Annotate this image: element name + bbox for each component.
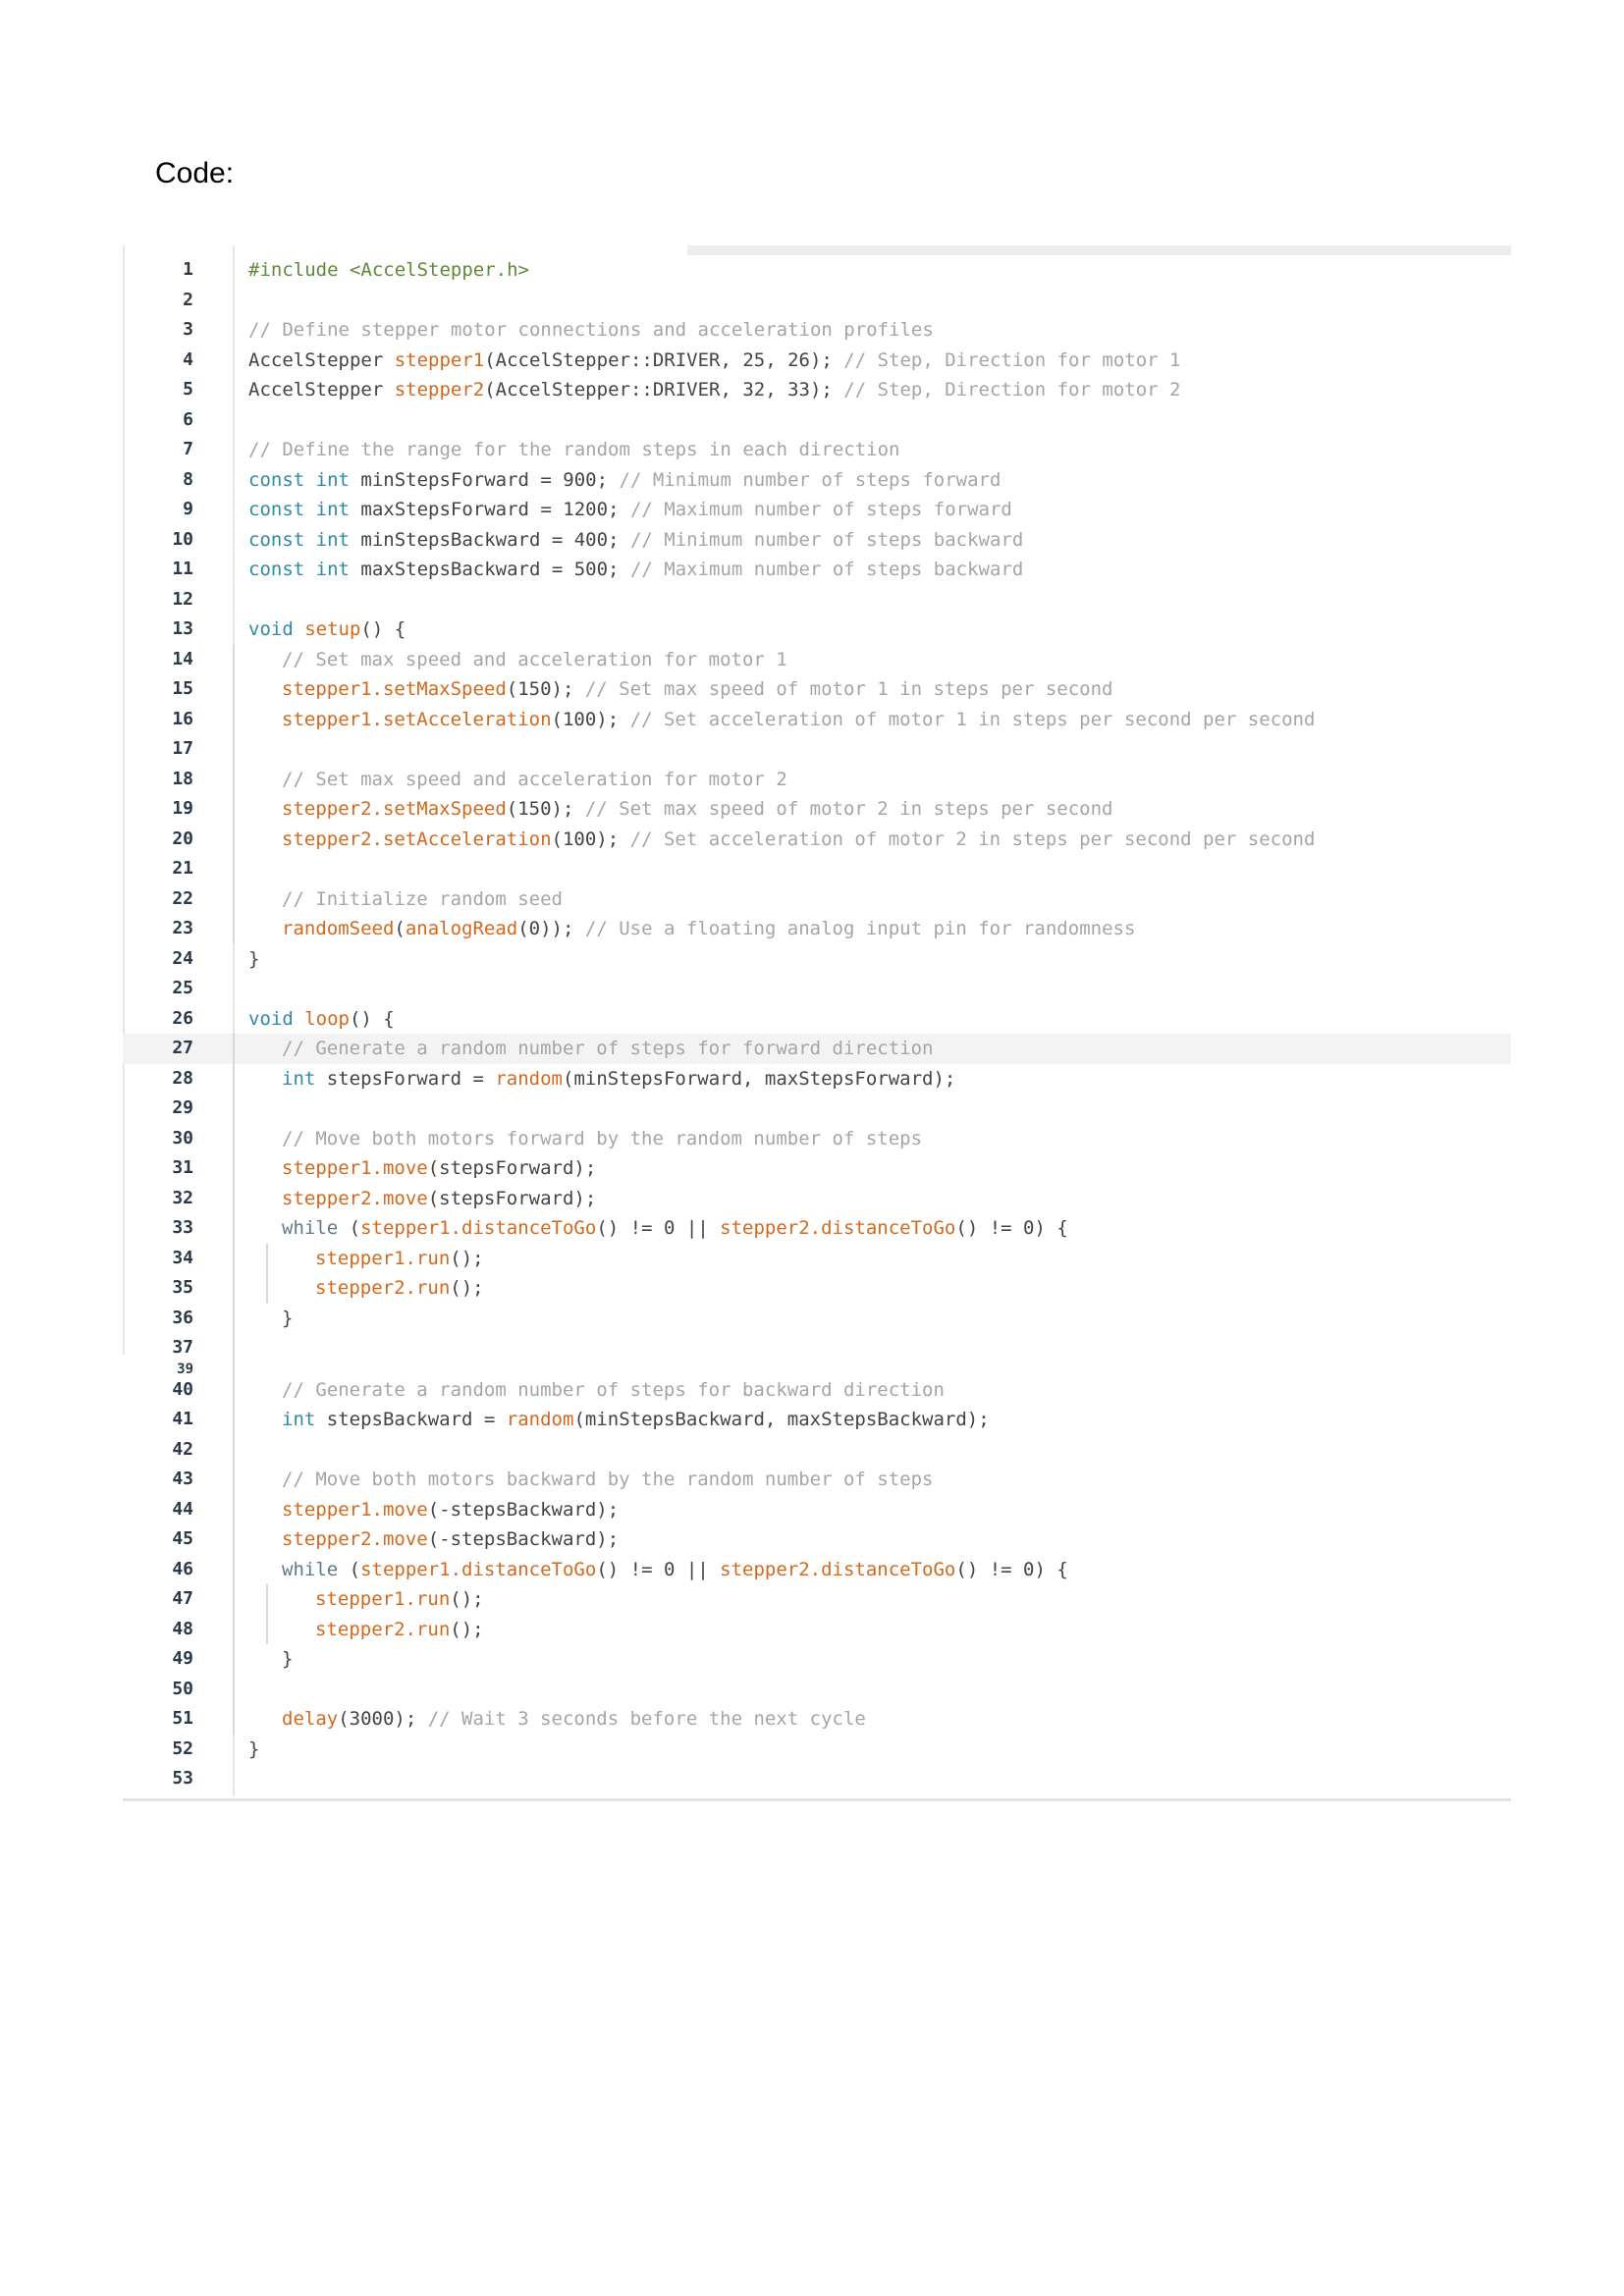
- code-token: stepper2.run: [315, 1618, 451, 1640]
- line-number: 46: [172, 1558, 193, 1579]
- indent-guide: [233, 794, 235, 825]
- code-lines[interactable]: [123, 255, 1511, 1794]
- indent-guide: [233, 1213, 235, 1244]
- code-line[interactable]: [123, 1363, 1511, 1375]
- code-token: // Set acceleration of motor 2 in steps per second per second: [629, 828, 1316, 850]
- indent-guide: [233, 1363, 235, 1375]
- line-number: 28: [172, 1067, 193, 1089]
- code-token: maxStepsForward = 1200;: [360, 499, 630, 520]
- line-code: [248, 315, 934, 346]
- line-code: [282, 1465, 933, 1495]
- line-code: [315, 1584, 484, 1615]
- indent-guide: [233, 1273, 235, 1304]
- code-token: () {: [360, 618, 406, 640]
- indent-guide: [233, 1704, 235, 1735]
- code-token: void: [248, 618, 305, 640]
- line-number: 32: [172, 1187, 193, 1208]
- line-number: 3: [183, 319, 193, 340]
- code-token: ();: [450, 1277, 484, 1299]
- code-token: stepper2.move: [282, 1528, 428, 1550]
- line-number: 42: [172, 1438, 193, 1460]
- code-line[interactable]: [123, 645, 1511, 675]
- code-token: // Initialize random seed: [282, 887, 563, 910]
- line-number: 35: [172, 1277, 193, 1298]
- line-code: [248, 1004, 395, 1035]
- line-code: [248, 465, 1001, 496]
- code-line[interactable]: [123, 375, 1511, 405]
- line-code: [282, 1524, 619, 1555]
- code-token: analogRead: [405, 918, 518, 939]
- code-token: stepper2.run: [315, 1277, 451, 1299]
- line-code: [248, 614, 406, 645]
- line-number: 39: [177, 1361, 193, 1377]
- code-token: stepper1.distanceToGo: [360, 1217, 597, 1239]
- line-code: [282, 1375, 945, 1406]
- code-token: (: [349, 1217, 361, 1239]
- line-number: 14: [172, 648, 193, 669]
- code-line[interactable]: [123, 1273, 1511, 1304]
- line-code: [282, 1704, 866, 1735]
- code-token: (0));: [517, 918, 585, 939]
- code-line[interactable]: [123, 674, 1511, 705]
- code-line[interactable]: [123, 734, 1511, 765]
- indent-guide: [233, 1124, 235, 1154]
- code-token: }: [248, 947, 260, 970]
- code-token: randomSeed: [282, 918, 395, 939]
- code-token: // Minimum number of steps backward: [629, 528, 1024, 551]
- line-number: 31: [172, 1157, 193, 1178]
- line-code: [282, 794, 1113, 825]
- code-line[interactable]: [123, 1615, 1511, 1645]
- indent-guide: [233, 1584, 235, 1615]
- code-line[interactable]: [123, 1735, 1511, 1765]
- code-token: while: [282, 1558, 350, 1580]
- line-number: 24: [172, 947, 193, 969]
- code-line[interactable]: [123, 1704, 1511, 1735]
- code-token: (stepsForward);: [427, 1157, 597, 1179]
- code-token: (AccelStepper::DRIVER, 25, 26);: [484, 348, 844, 371]
- line-number: 16: [172, 708, 193, 729]
- indent-guide: [233, 1615, 235, 1645]
- code-line[interactable]: [123, 346, 1511, 376]
- code-line[interactable]: [123, 1555, 1511, 1585]
- line-number: 22: [172, 887, 193, 909]
- line-code: [282, 1495, 619, 1525]
- line-number: 6: [183, 408, 193, 430]
- indent-guide: [233, 1184, 235, 1214]
- line-number: 33: [172, 1217, 193, 1238]
- indent-guide: [233, 1555, 235, 1585]
- code-token: stepper2.distanceToGo: [720, 1217, 956, 1239]
- code-line[interactable]: [123, 884, 1511, 915]
- code-token: // Maximum number of steps backward: [629, 559, 1024, 580]
- code-token: stepper1.run: [315, 1588, 451, 1610]
- code-token: // Generate a random number of steps for backward direction: [282, 1378, 945, 1401]
- code-token: stepper1.move: [282, 1157, 428, 1179]
- line-code: [282, 674, 1113, 705]
- code-token: (AccelStepper::DRIVER, 32, 33);: [484, 379, 844, 400]
- code-token: loop: [304, 1007, 350, 1030]
- code-line[interactable]: [123, 974, 1511, 1004]
- code-token: }: [282, 1307, 294, 1329]
- code-token: while: [282, 1217, 350, 1239]
- code-token: const int: [248, 499, 361, 520]
- code-token: (150);: [506, 678, 585, 700]
- code-line[interactable]: [123, 1675, 1511, 1705]
- code-line[interactable]: [123, 286, 1511, 316]
- code-line[interactable]: [123, 1333, 1511, 1363]
- code-token: (-stepsBackward);: [427, 1498, 620, 1521]
- line-code: [315, 1273, 484, 1304]
- line-code: [282, 1034, 933, 1064]
- code-line[interactable]: [123, 1405, 1511, 1435]
- line-number: 2: [183, 289, 193, 310]
- code-token: // Move both motors forward by the random number of steps: [282, 1127, 923, 1149]
- code-token: (-stepsBackward);: [427, 1528, 620, 1550]
- code-line[interactable]: [123, 1184, 1511, 1214]
- line-number: 1: [183, 259, 193, 280]
- line-number: 9: [183, 499, 193, 519]
- code-token: random: [506, 1409, 574, 1430]
- line-code: [248, 346, 1180, 376]
- code-line[interactable]: [123, 705, 1511, 735]
- code-token: (minStepsForward, maxStepsForward);: [563, 1067, 956, 1090]
- code-line[interactable]: [123, 794, 1511, 825]
- code-line[interactable]: [123, 435, 1511, 465]
- code-token: stepper2: [394, 379, 485, 400]
- line-number: 10: [172, 528, 193, 550]
- code-token: // Step, Direction for motor 2: [843, 379, 1181, 400]
- line-number: 29: [172, 1097, 193, 1118]
- indent-guide: [233, 674, 235, 705]
- line-code: [282, 1213, 1068, 1244]
- editor-top-strip: [687, 245, 1511, 255]
- line-code: [282, 1644, 293, 1675]
- indent-guide: [233, 705, 235, 735]
- line-number: 4: [183, 348, 193, 370]
- code-token: delay: [282, 1708, 339, 1730]
- line-number: 5: [183, 379, 193, 400]
- line-number: 23: [172, 918, 193, 938]
- code-token: // Define stepper motor connections and acceleration profiles: [248, 319, 934, 341]
- code-token: stepper2.setAcceleration: [282, 828, 552, 850]
- line-number: 34: [172, 1247, 193, 1268]
- code-token: stepper1.setMaxSpeed: [282, 678, 507, 700]
- code-token: stepper1: [394, 348, 485, 371]
- code-line[interactable]: [123, 1584, 1511, 1615]
- indent-guide: [233, 825, 235, 855]
- line-code: [248, 375, 1180, 405]
- code-line[interactable]: [123, 914, 1511, 944]
- line-number: 37: [172, 1337, 193, 1358]
- indent-guide: [233, 1675, 235, 1705]
- line-code: [248, 1735, 259, 1765]
- line-code: [282, 1153, 596, 1184]
- code-token: stepper2.distanceToGo: [720, 1558, 956, 1580]
- code-token: // Step, Direction for motor 1: [843, 348, 1181, 371]
- editor-bottom-border: [123, 1798, 1511, 1801]
- line-number: 52: [172, 1737, 193, 1759]
- code-line[interactable]: [123, 465, 1511, 496]
- line-number: 27: [172, 1038, 193, 1058]
- line-number: 11: [172, 559, 193, 579]
- line-code: [282, 825, 1315, 855]
- code-line[interactable]: [123, 1004, 1511, 1035]
- indent-guide: [233, 1333, 235, 1363]
- code-token: (3000);: [338, 1708, 428, 1730]
- indent-guide: [233, 1034, 235, 1064]
- code-line[interactable]: [123, 405, 1511, 436]
- code-line[interactable]: [123, 614, 1511, 645]
- indent-guide: [266, 1584, 268, 1615]
- code-line[interactable]: [123, 1524, 1511, 1555]
- code-token: stepper1.move: [282, 1498, 428, 1521]
- code-token: }: [282, 1648, 294, 1670]
- line-code: [282, 1184, 596, 1214]
- code-token: // Maximum number of steps forward: [629, 499, 1012, 520]
- line-number: 12: [172, 588, 193, 610]
- code-token: stepper2.move: [282, 1187, 428, 1209]
- line-number: 20: [172, 828, 193, 849]
- code-token: // Minimum number of steps forward: [619, 468, 1001, 491]
- code-token: // Set acceleration of motor 1 in steps per second per second: [629, 708, 1316, 730]
- code-token: (: [349, 1558, 361, 1580]
- code-token: // Set max speed and acceleration for motor 1: [282, 648, 787, 670]
- line-number: 15: [172, 678, 193, 699]
- indent-guide: [233, 854, 235, 884]
- code-line[interactable]: [123, 765, 1511, 795]
- line-code: [315, 1244, 484, 1274]
- line-code: [282, 705, 1315, 735]
- indent-guide: [266, 1273, 268, 1304]
- code-token: // Define the range for the random steps in each direction: [248, 439, 900, 460]
- line-number: 21: [172, 858, 193, 879]
- code-line[interactable]: [123, 495, 1511, 525]
- line-number: 40: [172, 1378, 193, 1400]
- code-token: const int: [248, 528, 361, 551]
- code-line[interactable]: [123, 1465, 1511, 1495]
- line-number: 51: [172, 1708, 193, 1729]
- line-number: 26: [172, 1007, 193, 1029]
- code-line[interactable]: [123, 1244, 1511, 1274]
- code-token: () {: [349, 1007, 395, 1030]
- code-line[interactable]: [123, 944, 1511, 975]
- code-token: // Generate a random number of steps for forward direction: [282, 1038, 934, 1059]
- line-number: 17: [172, 738, 193, 759]
- line-number: 36: [172, 1307, 193, 1328]
- code-line[interactable]: [123, 1644, 1511, 1675]
- code-line[interactable]: [123, 1375, 1511, 1406]
- line-code: [248, 525, 1023, 556]
- line-code: [282, 1304, 293, 1334]
- line-code: [282, 1555, 1068, 1585]
- indent-guide: [233, 1064, 235, 1095]
- indent-guide: [233, 1465, 235, 1495]
- code-token: setup: [304, 618, 361, 640]
- code-token: int: [282, 1067, 327, 1090]
- indent-guide: [233, 1304, 235, 1334]
- code-token: (: [394, 918, 406, 939]
- code-line[interactable]: [123, 825, 1511, 855]
- code-token: (minStepsBackward, maxStepsBackward);: [573, 1409, 990, 1430]
- line-number: 47: [172, 1588, 193, 1609]
- code-line[interactable]: [123, 555, 1511, 585]
- code-token: const int: [248, 559, 361, 580]
- code-token: (100);: [551, 828, 630, 850]
- code-line[interactable]: [123, 1124, 1511, 1154]
- code-token: () != 0) {: [955, 1217, 1068, 1239]
- line-code: [282, 765, 787, 795]
- code-token: minStepsForward = 900;: [360, 468, 620, 491]
- line-number: 13: [172, 618, 193, 639]
- code-token: (stepsForward);: [427, 1187, 597, 1209]
- code-line[interactable]: [123, 585, 1511, 615]
- code-token: stepper1.setAcceleration: [282, 708, 552, 730]
- line-code: [315, 1615, 484, 1645]
- line-code: [248, 435, 899, 465]
- indent-guide: [233, 1495, 235, 1525]
- code-token: ();: [450, 1618, 484, 1640]
- line-code: [282, 1064, 955, 1095]
- code-token: minStepsBackward = 400;: [360, 528, 630, 551]
- code-line[interactable]: [123, 1153, 1511, 1184]
- indent-guide: [233, 914, 235, 944]
- line-code: [248, 944, 259, 975]
- code-token: () != 0) {: [955, 1558, 1068, 1580]
- indent-guide: [233, 645, 235, 675]
- code-token: random: [495, 1067, 563, 1090]
- code-token: AccelStepper: [248, 348, 395, 371]
- code-token: // Set max speed of motor 2 in steps per second: [584, 798, 1113, 820]
- line-number: 45: [172, 1528, 193, 1549]
- code-line[interactable]: [123, 255, 1511, 286]
- code-token: (100);: [551, 708, 630, 730]
- code-line[interactable]: [123, 1435, 1511, 1466]
- code-token: ();: [450, 1247, 484, 1269]
- line-number: 53: [172, 1768, 193, 1789]
- code-token: () != 0 ||: [596, 1558, 721, 1580]
- code-line[interactable]: [123, 1213, 1511, 1244]
- code-line[interactable]: [123, 315, 1511, 346]
- indent-guide: [266, 1244, 268, 1274]
- indent-guide: [233, 1153, 235, 1184]
- indent-guide: [233, 1375, 235, 1406]
- line-number: 7: [183, 439, 193, 459]
- code-line[interactable]: [123, 1034, 1511, 1064]
- indent-guide: [233, 1405, 235, 1435]
- line-number: 44: [172, 1498, 193, 1520]
- code-token: // Wait 3 seconds before the next cycle: [427, 1708, 866, 1730]
- code-token: // Use a floating analog input pin for randomness: [584, 918, 1136, 939]
- code-token: stepsBackward =: [326, 1409, 507, 1430]
- code-token: maxStepsBackward = 500;: [360, 559, 630, 580]
- code-token: // Set max speed and acceleration for motor 2: [282, 768, 787, 790]
- code-token: void: [248, 1007, 305, 1030]
- line-number: 49: [172, 1648, 193, 1669]
- indent-guide: [233, 884, 235, 915]
- code-line[interactable]: [123, 854, 1511, 884]
- line-number: 18: [172, 768, 193, 789]
- code-token: // Move both motors backward by the random number of steps: [282, 1468, 934, 1490]
- line-code: [282, 645, 787, 675]
- code-line[interactable]: [123, 1764, 1511, 1794]
- code-token: stepper1.run: [315, 1247, 451, 1269]
- code-line[interactable]: [123, 1495, 1511, 1525]
- indent-guide: [233, 1244, 235, 1274]
- code-token: int: [282, 1409, 327, 1430]
- code-token: AccelStepper: [248, 379, 395, 400]
- code-token: stepper2.setMaxSpeed: [282, 798, 507, 820]
- indent-guide: [233, 1524, 235, 1555]
- indent-guide: [233, 734, 235, 765]
- line-code: [248, 255, 529, 286]
- page-heading: Code:: [155, 157, 235, 189]
- code-token: ();: [450, 1588, 484, 1610]
- line-number: 19: [172, 798, 193, 819]
- indent-guide: [233, 1644, 235, 1675]
- line-number: 43: [172, 1468, 193, 1489]
- indent-guide: [266, 1615, 268, 1645]
- code-token: }: [248, 1737, 260, 1760]
- line-number: 48: [172, 1618, 193, 1639]
- code-token: stepper1.distanceToGo: [360, 1558, 597, 1580]
- code-line[interactable]: [123, 1304, 1511, 1334]
- code-line[interactable]: [123, 1064, 1511, 1095]
- code-token: // Set max speed of motor 1 in steps per second: [584, 678, 1113, 700]
- code-token: (150);: [506, 798, 585, 820]
- code-line[interactable]: [123, 525, 1511, 556]
- code-token: stepsForward =: [326, 1067, 496, 1090]
- line-number: 30: [172, 1127, 193, 1148]
- line-number: 50: [172, 1678, 193, 1699]
- code-token: const int: [248, 468, 361, 491]
- line-number: 25: [172, 978, 193, 998]
- line-code: [282, 884, 563, 915]
- line-number: 41: [172, 1409, 193, 1429]
- code-token: () != 0 ||: [596, 1217, 721, 1239]
- indent-guide: [233, 1435, 235, 1466]
- line-code: [248, 495, 1012, 525]
- line-code: [282, 914, 1135, 944]
- line-code: [282, 1124, 922, 1154]
- line-code: [282, 1405, 990, 1435]
- indent-guide: [233, 765, 235, 795]
- indent-guide: [233, 1094, 235, 1124]
- line-code: [248, 555, 1023, 585]
- code-token: #include <AccelStepper.h>: [248, 259, 529, 281]
- code-line[interactable]: [123, 1094, 1511, 1124]
- line-number: 8: [183, 468, 193, 490]
- code-editor[interactable]: [123, 245, 1511, 1801]
